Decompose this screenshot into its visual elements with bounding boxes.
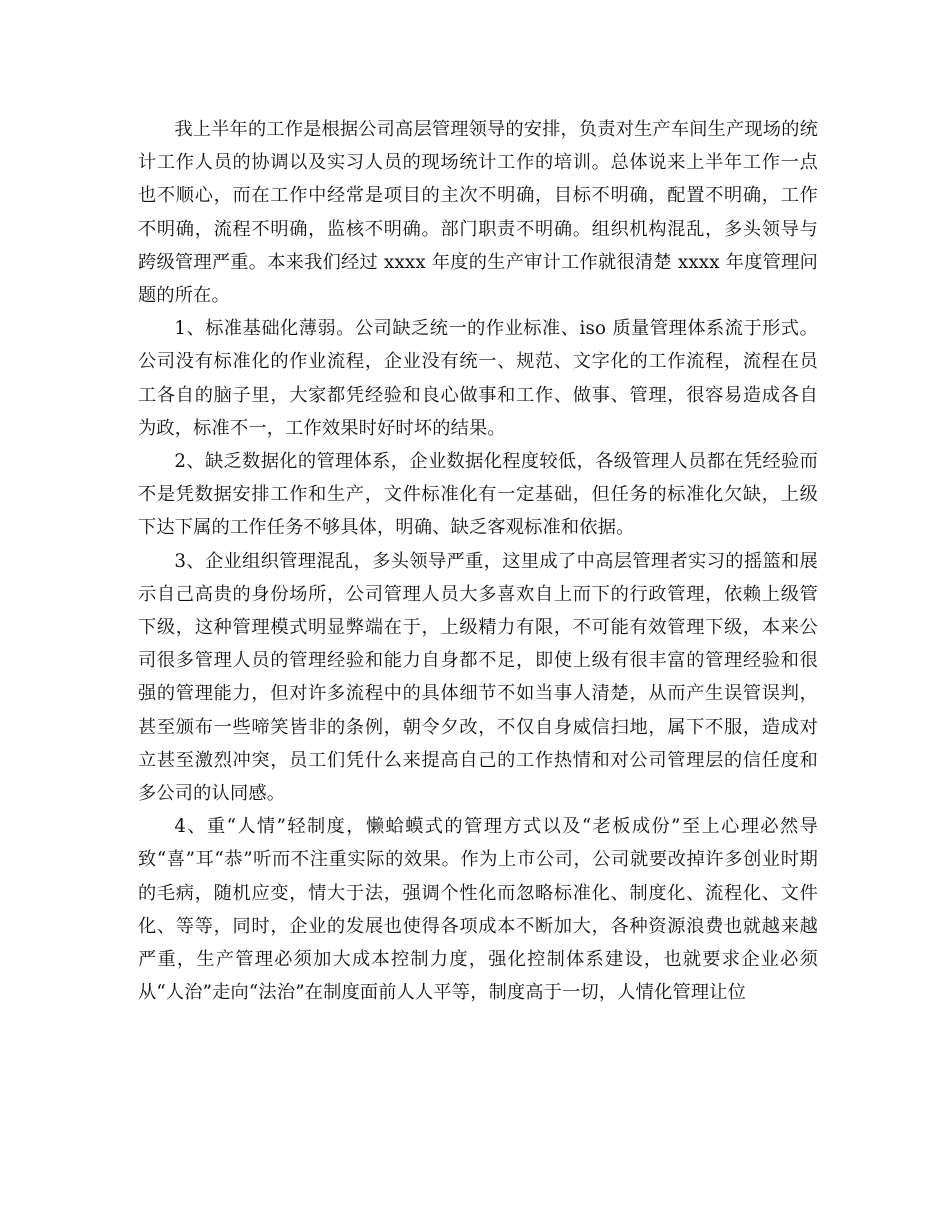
paragraph-item-2: 2、缺乏数据化的管理体系，企业数据化程度较低，各级管理人员都在凭经验而不是凭数据安排工作和生产，文件标准化有一定基础，但任务的标准化欠缺，上级下达下属的工作任务不够具体，明确、缺乏客观标准和依据。 <box>138 451 818 539</box>
paragraph-intro: 我上半年的工作是根据公司高层管理领导的安排，负责对生产车间生产现场的统计工作人员的协调以及实习人员的现场统计工作的培训。总体说来上半年工作一点也不顺心，而在工作中经常是项目的主次不明确，目标不明确，配置不明确，工作不明确，流程不明确，监核不明确。部门职责不明确。组织机构混乱，多头领导与跨级管理严重。本来我们经过 xxxx 年度的生产审计工作就很清楚 xxxx 年度管理问题的所在。 <box>138 119 818 307</box>
paragraph-item-1: 1、标准基础化薄弱。公司缺乏统一的作业标准、iso 质量管理体系流于形式。公司没有标准化的作业流程，企业没有统一、规范、文字化的工作流程，流程在员工各自的脑子里，大家都凭经验和良心做事和工作、做事、管理，很容易造成各自为政，标准不一，工作效果时好时坏的结果。 <box>138 318 818 439</box>
document-body <box>138 113 818 1009</box>
paragraph-item-4: 4、重“人情”轻制度，懒蛤蟆式的管理方式以及“老板成份”至上心理必然导致“喜”耳“恭”听而不注重实际的效果。作为上市公司，公司就要改掉许多创业时期的毛病，随机应变，情大于法，强调个性化而忽略标准化、制度化、流程化、文件化、等等，同时，企业的发展也使得各项成本不断加大，各种资源浪费也就越来越严重，生产管理必须加大成本控制力度，强化控制体系建设，也就要求企业必须从“人治”走向“法治”在制度面前人人平等，制度高于一切，人情化管理让位 <box>138 816 818 1004</box>
paragraph-item-3: 3、企业组织管理混乱，多头领导严重，这里成了中高层管理者实习的摇篮和展示自己高贵的身份场所，公司管理人员大多喜欢自上而下的行政管理，依赖上级管下级，这种管理模式明显弊端在于，上级精力有限，不可能有效管理下级，本来公司很多管理人员的管理经验和能力自身都不足，即使上级有很丰富的管理经验和很强的管理能力，但对许多流程中的具体细节不如当事人清楚，从而产生误管误判，甚至颁布一些啼笑皆非的条例，朝令夕改，不仅自身威信扫地，属下不服，造成对立甚至激烈冲突，员工们凭什么来提高自己的工作热情和对公司管理层的信任度和多公司的认同感。 <box>138 550 818 805</box>
